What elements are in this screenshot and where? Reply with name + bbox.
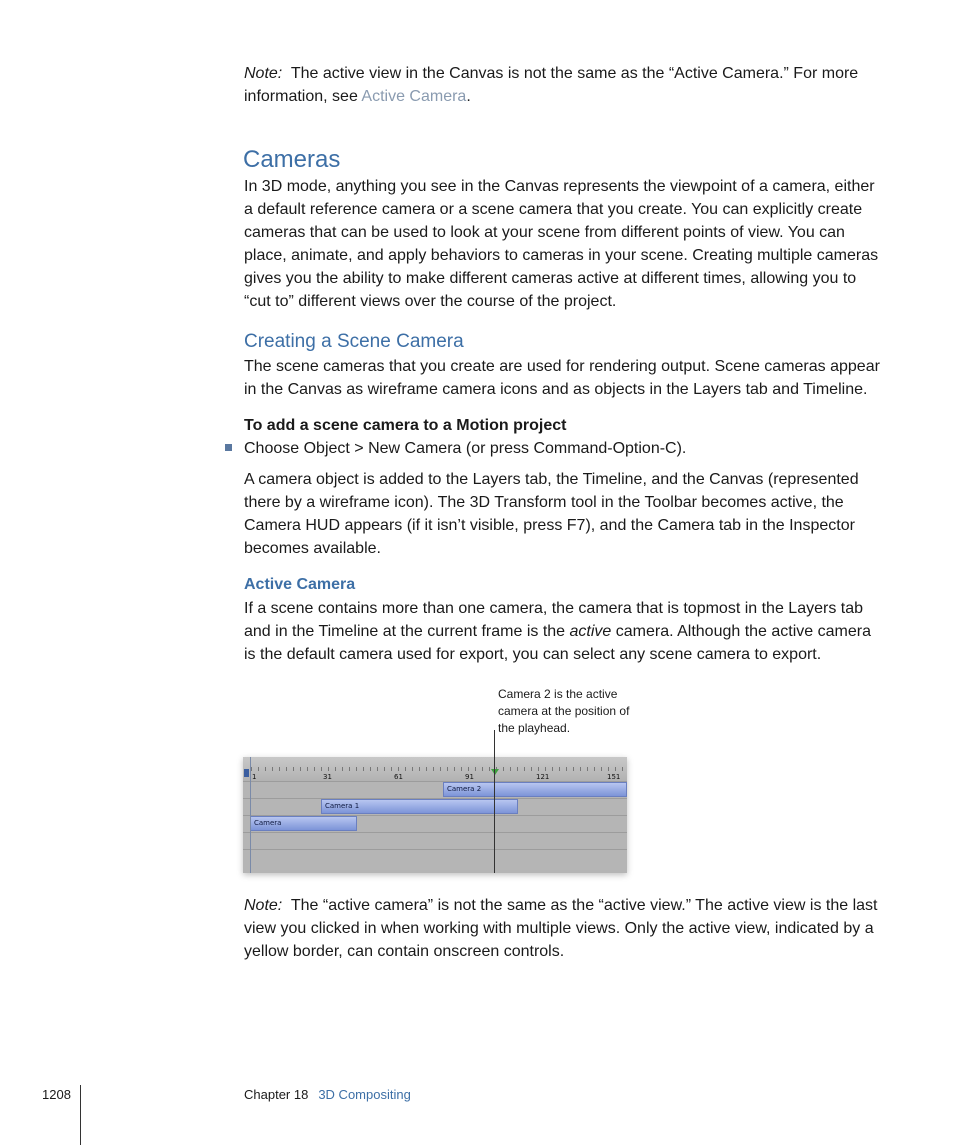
ruler-label: 91	[465, 773, 474, 781]
camera-bar[interactable]: Camera	[250, 816, 357, 831]
camera-1-bar[interactable]: Camera 1	[321, 799, 518, 814]
timeline-figure	[243, 757, 627, 873]
task-result: A camera object is added to the Layers tab, the Timeline, and the Canvas (represented there by a wireframe icon). The 3D Transform tool in the Toolbar becomes active, the Camera HUD appears (if it isn’t visible, press F7), and the Camera tab in the Inspector becomes available.	[244, 471, 859, 557]
task-title: To add a scene camera to a Motion project	[244, 417, 567, 434]
timeline-track	[243, 781, 627, 798]
section-body: In 3D mode, anything you see in the Canvas represents the viewpoint of a camera, either a default reference camera or a scene camera that you create. You can explicitly create cameras that can be used to look at your scene from different points of view. You can place, animate, and apply behaviors to cameras in your scene. Creating multiple cameras gives you the ability to make different cameras active at different times, allowing you to “cut to” different views over the course of the project.	[244, 178, 879, 310]
camera-2-bar[interactable]: Camera 2	[443, 782, 627, 797]
note-text: The active view in the Canvas is not the same as the “Active Camera.” For more information, see	[244, 65, 859, 105]
timeline-track	[243, 798, 627, 815]
playhead-line	[494, 730, 495, 873]
subsection-body: The scene cameras that you create are used for rendering output. Scene cameras appear in the Canvas as wireframe camera icons and as objects in the Layers tab and Timeline.	[244, 358, 880, 398]
timeline-track	[243, 815, 627, 832]
ruler-ticks	[251, 767, 627, 771]
footer-chapter: Chapter 18 3D Compositing	[244, 1087, 411, 1102]
section-title: Cameras	[243, 146, 341, 173]
start-line	[250, 757, 251, 873]
note-label: Note:	[244, 897, 283, 914]
note-label: Note:	[244, 65, 283, 82]
subsection-title: Creating a Scene Camera	[244, 331, 464, 352]
start-marker-icon	[244, 769, 249, 777]
figure-callout: Camera 2 is the active camera at the position of the playhead.	[498, 687, 630, 735]
active-camera-title: Active Camera	[244, 576, 356, 593]
ruler-label: 31	[323, 773, 332, 781]
timeline-track	[243, 849, 627, 866]
note-top: Note: The active view in the Canvas is not the same as the “Active Camera.” For more information, see Active Camera.	[244, 65, 859, 105]
active-camera-link[interactable]: Active Camera	[361, 88, 467, 105]
page-number: 1208	[42, 1087, 71, 1102]
ruler-label: 1	[252, 773, 257, 781]
timeline-ruler	[243, 757, 627, 781]
ruler-label: 121	[536, 773, 550, 781]
ruler-label: 151	[607, 773, 621, 781]
note-bottom: Note: The “active camera” is not the same as the “active view.” The active view is the last view you clicked in when working with multiple views. Only the active view, indicated by a yellow border, can contain onscreen controls.	[244, 897, 878, 960]
footer-rule	[80, 1085, 81, 1145]
timeline-track	[243, 832, 627, 849]
playhead-icon[interactable]	[491, 769, 499, 775]
task-step: Choose Object > New Camera (or press Command-Option-C).	[244, 440, 687, 457]
bullet-icon	[225, 444, 232, 451]
chapter-title-link[interactable]: 3D Compositing	[318, 1087, 411, 1102]
ruler-label: 61	[394, 773, 403, 781]
active-camera-body: If a scene contains more than one camera, the camera that is topmost in the Layers tab and in the Timeline at the current frame is the active camera. Although the active camera is the default camera used for export, you can select any scene camera to export.	[244, 600, 871, 663]
